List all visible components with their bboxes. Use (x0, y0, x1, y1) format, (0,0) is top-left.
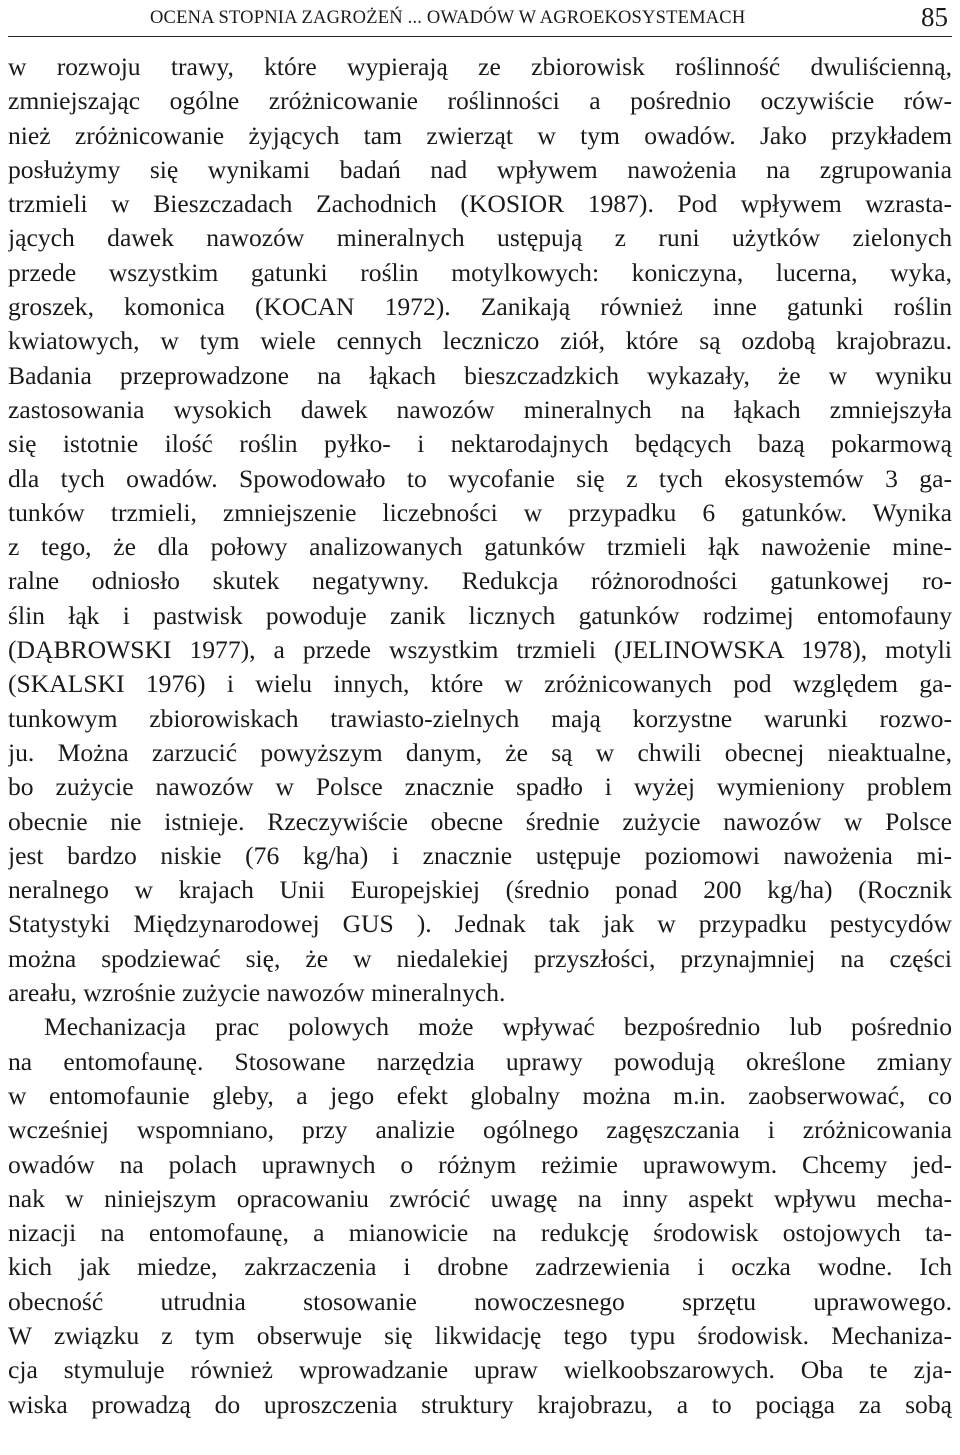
text-line: przede wszystkim gatunki roślin motylkowych: koniczyna, lucerna, wyka, (8, 257, 952, 287)
text-line: cja stymuluje również wprowadzanie upraw wielkoobszarowych. Oba te zja- (8, 1355, 952, 1385)
text-line: Statystyki Międzynarodowej GUS ). Jednak tak jak w przypadku pestycydów (8, 909, 952, 939)
text-line: W związku z tym obserwuje się likwidację tego typu środowisk. Mechaniza- (8, 1320, 952, 1350)
text-line: (DĄBROWSKI 1977), a przede wszystkim trzmieli (JELINOWSKA 1978), motyli (8, 635, 952, 665)
text-line: z tego, że dla połowy analizowanych gatunków trzmieli łąk nawożenie mine- (8, 532, 952, 562)
text-line: obecnie nie istnieje. Rzeczywiście obecne średnie zużycie nawozów w Polsce (8, 806, 952, 836)
text-line: owadów na polach uprawnych o różnym reżimie uprawowym. Chcemy jed- (8, 1149, 952, 1179)
text-line: tunkowym zbiorowiskach trawiasto-zielnych mają korzystne warunki rozwo- (8, 703, 952, 733)
running-title: OCENA STOPNIA ZAGROŻEŃ ... OWADÓW W AGROEKOSYSTEMACH (150, 8, 746, 28)
text-line: Mechanizacja prac polowych może wpływać bezpośrednio lub pośrednio (44, 1012, 952, 1042)
text-line: w rozwoju trawy, które wypierają ze zbiorowisk roślinność dwuliścienną, (8, 52, 952, 81)
text-line: wiska prowadzą do uproszczenia struktury krajobrazu, a to pociąga za sobą (8, 1389, 952, 1419)
text-line: groszek, komonica (KOCAN 1972). Zanikają również inne gatunki roślin (8, 292, 952, 322)
text-line: nak w niniejszym opracowaniu zwrócić uwagę na inny aspekt wpływu mecha- (8, 1183, 952, 1213)
text-line: się istotnie ilość roślin pyłko- i nektarodajnych będących bazą pokarmową (8, 429, 952, 459)
text-line: wcześniej wspomniano, przy analizie ogólnego zagęszczania i zróżnicowania (8, 1115, 952, 1145)
running-header (8, 2, 952, 37)
text-line: na entomofaunę. Stosowane narzędzia uprawy powodują określone zmiany (8, 1046, 952, 1076)
text-line: tunków trzmieli, zmniejszenie liczebności w przypadku 6 gatunków. Wynika (8, 497, 952, 527)
text-line: można spodziewać się, że w niedalekiej przyszłości, przynajmniej na części (8, 943, 952, 973)
text-line: ju. Można zarzucić powyższym danym, że są w chwili obecnej nieaktualne, (8, 737, 952, 767)
text-line: trzmieli w Bieszczadach Zachodnich (KOSIOR 1987). Pod wpływem wzrasta- (8, 189, 952, 219)
text-line: ślin łąk i pastwisk powoduje zanik licznych gatunków rodzimej entomofauny (8, 600, 952, 630)
text-line: bo zużycie nawozów w Polsce znacznie spadło i wyżej wymieniony problem (8, 772, 952, 802)
text-line: jest bardzo niskie (76 kg/ha) i znacznie ustępuje poziomowi nawożenia mi- (8, 840, 952, 870)
paragraph (8, 50, 952, 1010)
text-line: w entomofaunie gleby, a jego efekt globalny można m.in. zaobserwować, co (8, 1080, 952, 1110)
text-line: zastosowania wysokich dawek nawozów mineralnych na łąkach zmniejszyła (8, 394, 952, 424)
text-line: posłużymy się wynikami badań nad wpływem nawożenia na zgrupowania (8, 154, 952, 184)
text-line: Badania przeprowadzone na łąkach bieszczadzkich wykazały, że w wyniku (8, 360, 952, 390)
page-number: 85 (921, 2, 948, 32)
text-line: kich jak miedze, zakrzaczenia i drobne zadrzewienia i oczka wodne. Ich (8, 1252, 952, 1282)
text-line: jących dawek nawozów mineralnych ustępują z runi użytków zielonych (8, 223, 952, 253)
text-line: obecność utrudnia stosowanie nowoczesnego sprzętu uprawowego. (8, 1286, 952, 1316)
text-line: zmniejszając ogólne zróżnicowanie roślinności a pośrednio oczywiście rów- (8, 86, 952, 116)
text-line: kwiatowych, w tym wiele cennych leczniczo ziół, które są ozdobą krajobrazu. (8, 326, 952, 356)
text-line: nizacji na entomofaunę, a mianowicie na redukcję środowisk ostojowych ta- (8, 1218, 952, 1248)
text-line: neralnego w krajach Unii Europejskiej (średnio ponad 200 kg/ha) (Rocznik (8, 875, 952, 905)
text-line: dla tych owadów. Spowodowało to wycofanie się z tych ekosystemów 3 ga- (8, 463, 952, 493)
body-text (8, 50, 952, 1422)
text-line: ralne odniosło skutek negatywny. Redukcja różnorodności gatunkowej ro- (8, 566, 952, 596)
text-line: nież zróżnicowanie żyjących tam zwierząt w tym owadów. Jako przykładem (8, 120, 952, 150)
text-line: areału, wzrośnie zużycie nawozów mineralnych. (8, 978, 506, 1008)
text-line: (SKALSKI 1976) i wielu innych, które w zróżnicowanych pod względem ga- (8, 669, 952, 699)
paragraph (8, 1010, 952, 1422)
